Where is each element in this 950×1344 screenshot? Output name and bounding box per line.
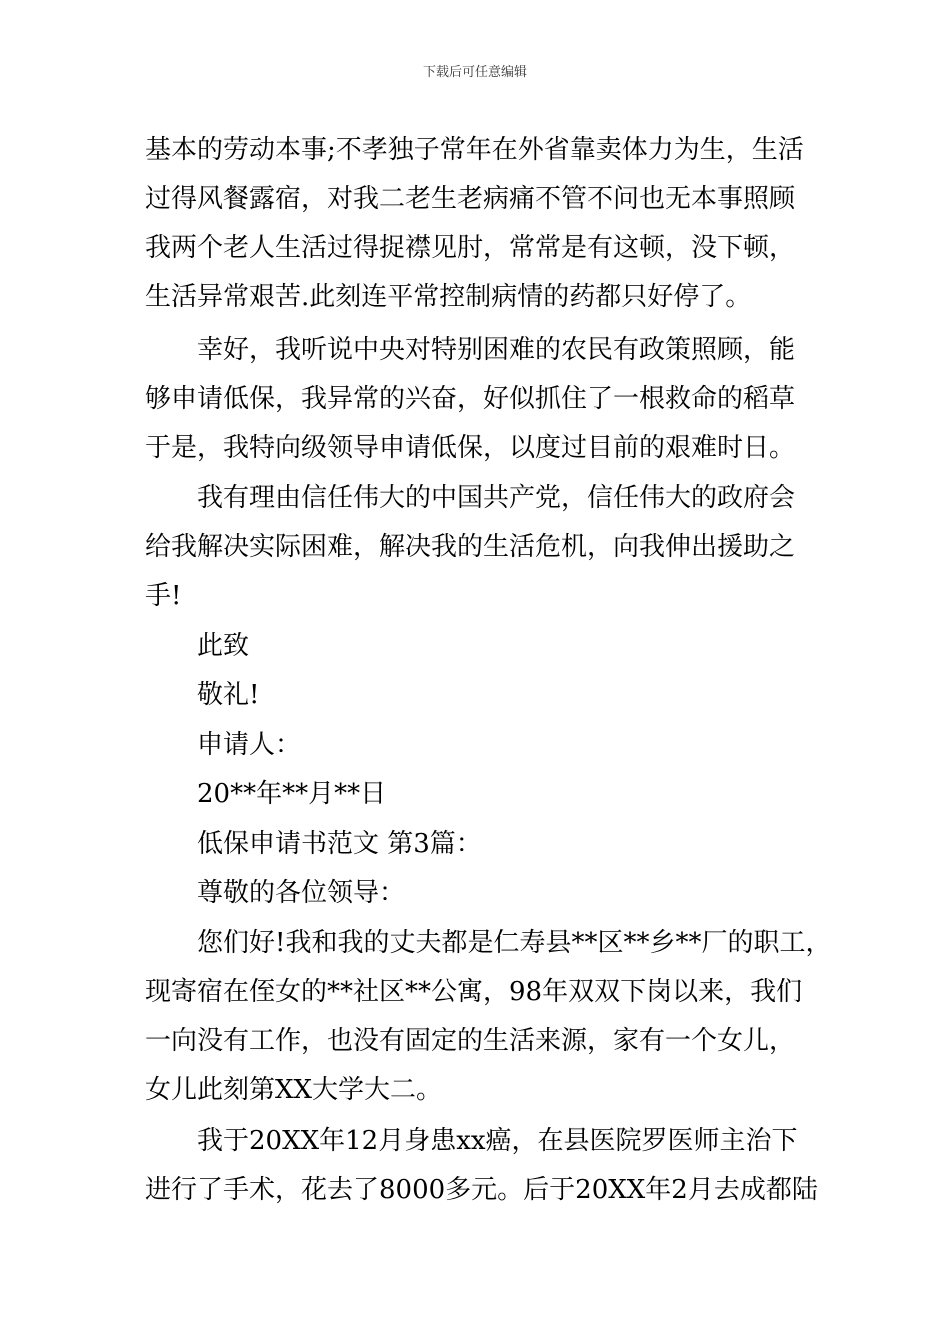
text-line: 手! bbox=[145, 581, 182, 611]
text-line: 够申请低保，我异常的兴奋，好似抓住了一根救命的稻草 bbox=[145, 384, 796, 414]
closing-salutation: 此致 bbox=[197, 631, 250, 661]
paragraph-first-line: 幸好，我听说中央对特别困难的农民有政策照顾，能 bbox=[197, 335, 796, 365]
page-header: 下载后可任意编辑 bbox=[422, 65, 527, 80]
paragraph-first-line: 我于20XX年12月身患xx癌，在县医院罗医师主治下 bbox=[197, 1126, 798, 1156]
paragraph-first-line: 我有理由信任伟大的中国共产党，信任伟大的政府会 bbox=[197, 483, 796, 513]
greeting-line: 尊敬的各位领导： bbox=[197, 878, 406, 908]
text-line: 现寄宿在侄女的**社区**公寓，98年双双下岗以来，我们 bbox=[145, 977, 803, 1007]
text-line: 进行了手术，花去了8000多元。后于20XX年2月去成都陆 bbox=[145, 1175, 818, 1205]
section-title: 低保申请书范文 第3篇： bbox=[197, 829, 482, 859]
text-line: 给我解决实际困难，解决我的生活危机，向我伸出援助之 bbox=[145, 532, 796, 562]
text-line: 一向没有工作，也没有固定的生活来源，家有一个女儿， bbox=[145, 1026, 796, 1056]
text-line: 生活异常艰苦.此刻连平常控制病情的药都只好停了。 bbox=[145, 282, 752, 312]
text-line: 过得风餐露宿，对我二老生老病痛不管不问也无本事照顾 bbox=[145, 184, 796, 214]
text-line: 于是，我特向级领导申请低保，以度过目前的艰难时日。 bbox=[145, 433, 796, 463]
closing-respect: 敬礼! bbox=[197, 680, 260, 710]
applicant-label: 申请人： bbox=[197, 730, 302, 760]
paragraph-first-line: 您们好!我和我的丈夫都是仁寿县**区**乡**厂的职工， bbox=[197, 928, 832, 958]
text-line: 我两个老人生活过得捉襟见肘，常常是有这顿，没下顿， bbox=[145, 233, 796, 263]
text-line: 基本的劳动本事;不孝独子常年在外省靠卖体力为生，生活 bbox=[145, 135, 804, 165]
date-line: 20**年**月**日 bbox=[197, 779, 387, 809]
text-line: 女儿此刻第XX大学大二。 bbox=[145, 1075, 443, 1105]
